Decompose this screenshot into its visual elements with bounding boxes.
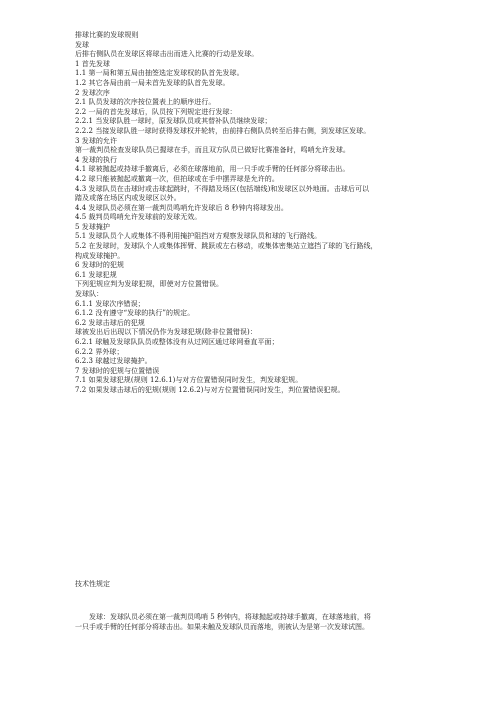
text-line: 4.4 发球队员必须在第一裁判员鸣哨允许发球后 8 秒钟内将球发出。 — [75, 203, 288, 212]
text-line: 4.5 裁判员鸣哨允许发球前的发球无效。 — [75, 213, 202, 222]
text-line: 2.2.1 当发球队胜一球时，原发球队员或其替补队员继续发球； — [75, 117, 272, 126]
text-line: 下列犯规应判为发球犯规，即使对方位置错误。 — [75, 280, 224, 289]
text-line: 6.1.1 发球次序错误； — [75, 299, 145, 308]
section-heading: 2 发球次序 — [75, 88, 110, 97]
text-line: 5.2 在发球时，发球队个人或集体挥臂、跳跃或左右移动，或集体密集站立遮挡了球的飞行路线， — [75, 242, 378, 251]
section-heading: 7 发球时的犯规与位置错误 — [75, 366, 160, 375]
text-line: 4.2 球只能被抛起或撤离一次，但拍球或在手中摆弄球是允许的。 — [75, 174, 279, 183]
text-line: 6.2.2 界外球； — [75, 347, 124, 356]
subsection-heading: 6.2 发球击球后的犯规 — [75, 318, 145, 327]
text-line: 7.2 如果发球击球后的犯规(规则 12.6.2)与对方位置错误同时发生，判位置错误犯规。 — [75, 385, 345, 394]
text-line: 1.2 其它各局由前一局未首先发球的队首先发球。 — [75, 78, 230, 87]
section-label: 发球 — [75, 40, 90, 49]
text-line: 球被发出后出现以下情况仍作为发球犯规(除非位置错误)： — [75, 328, 257, 337]
section-heading: 3 发球的允许 — [75, 136, 118, 145]
text-line: 构成发球掩护。 — [75, 251, 125, 260]
technical-rules-heading: 技术性规定 — [75, 580, 110, 588]
text-line: 4.3 发球队员在击球时或击球起跳时，不得踏及场区(包括端线)和发球区以外地面。击球后可以 — [75, 184, 370, 193]
section-heading: 6 发球时的犯规 — [75, 261, 125, 270]
text-line: 6.2.3 球越过发球掩护。 — [75, 357, 152, 366]
technical-rules-section — [75, 580, 435, 632]
text-line: 2.2 一局的首先发球后，队员按下列规定进行发球： — [75, 107, 237, 116]
technical-rules-paragraph — [75, 612, 435, 633]
doc-title: 排球比赛的发球规则 — [75, 31, 139, 39]
text-line: 6.1.2 没有遵守“发球的执行”的规定。 — [75, 309, 195, 318]
section-heading: 1 首先发球 — [75, 59, 110, 68]
text-line: 1.1 第一局和第五局由抽签选定发球权的队首先发球。 — [75, 69, 244, 78]
paragraph-line: 发球：发球队员必须在第一裁判员鸣哨 5 秒钟内，将球抛起或持球手撤离，在球落地前，将 — [89, 612, 371, 621]
rules-body — [75, 31, 435, 396]
text-line: 后排右侧队员在发球区将球击出而进入比赛的行动是发球。 — [75, 50, 259, 59]
section-heading: 4 发球的执行 — [75, 155, 118, 164]
text-line: 2.1 队员发球的次序按位置表上的顺序进行。 — [75, 98, 216, 107]
text-line: 6.2.1 球触及发球队队员或整体没有从过网区通过球网垂直平面； — [75, 338, 279, 346]
section-heading: 5 发球掩护 — [75, 222, 110, 231]
text-line: 发球队： — [75, 290, 104, 299]
text-line: 踏及或落在场区内或发球区以外。 — [75, 194, 181, 203]
subsection-heading: 6.1 发球犯规 — [75, 270, 117, 279]
text-line: 7.1 如果发球犯规(规则 12.6.1)与对方位置错误同时发生，判发球犯规。 — [75, 376, 303, 385]
text-line: 2.2.2 当接发球队胜一球时获得发球权并轮转，由前排右侧队员转至后排右侧，到发球区发球。 — [75, 126, 371, 135]
text-line: 5.1 发球队员个人或集体不得利用掩护阻挡对方观察发球队员和球的飞行路线。 — [75, 232, 322, 241]
text-line: 第一裁判员检查发球队员已握球在手，而且双方队员已做好比赛准备时，鸣哨允许发球。 — [75, 146, 350, 155]
paragraph-line: 一只手或手臂的任何部分将球击出。如果未触及发球队员而落地，则被认为是第一次发球试图。 — [75, 623, 369, 631]
text-line: 4.1 球被抛起或持球手撤离后，必须在球落地前，用一只手或手臂的任何部分将球击出。 — [75, 165, 350, 174]
